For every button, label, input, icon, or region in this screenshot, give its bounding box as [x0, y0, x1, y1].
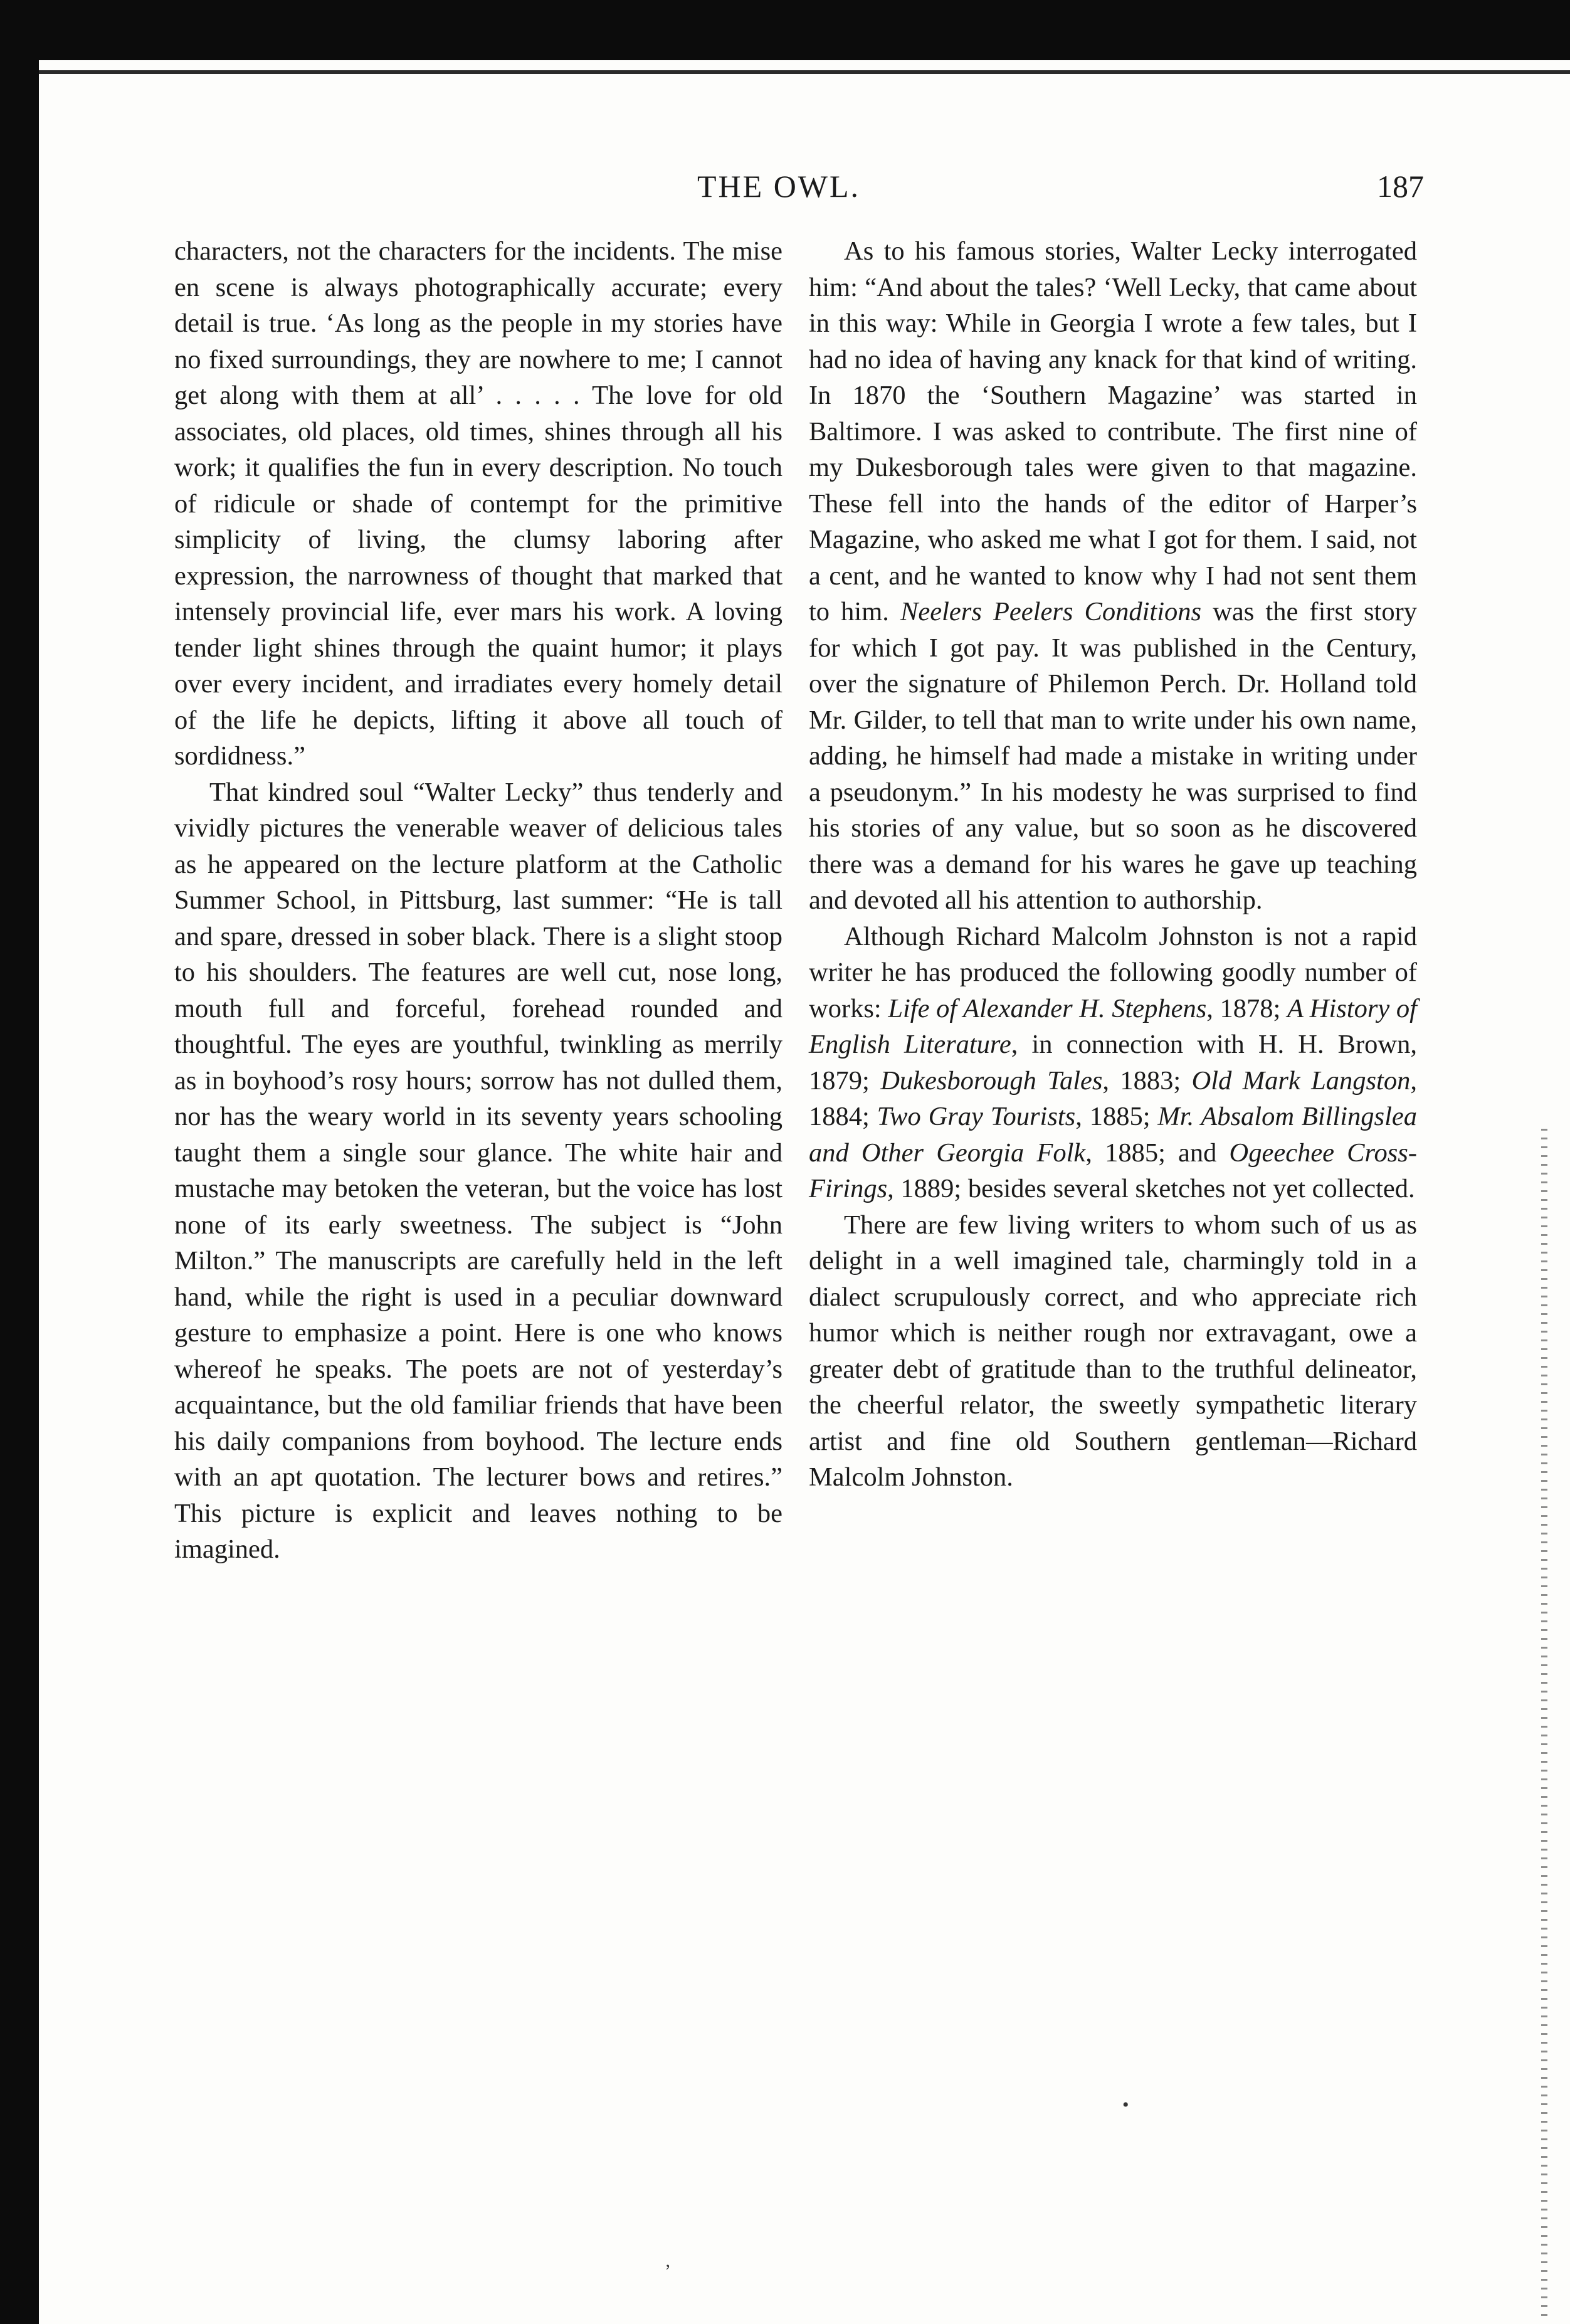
- scan-top-rule: [38, 70, 1570, 74]
- right-column: [809, 233, 1417, 1496]
- work-detail: , 1884;: [809, 1065, 1417, 1131]
- work-title: Life of Alexander H. Stephens: [888, 993, 1207, 1023]
- right-paragraph-1-text: As to his famous stories, Walter Lecky interrogated him: “And about the tales? ‘Well Lecky, that came about in this way: While in Georgia I wrote a few tales, but I had no idea of having any knack for that kind of writing. In 1870 the ‘Southern Magazine’ was started in Baltimore. I was asked to contribute. The first nine of my Dukesborough tales were given to that magazine. These fell into the hands of the editor of Harper’s Magazine, who asked me what I got for them. I said, not a cent, and he wanted to know why I had not sent them to him.: [809, 236, 1417, 626]
- work-title: Mr. Absalom Billingslea and Other Georgia Folk: [809, 1102, 1418, 1168]
- right-paragraph-1-tail: was the first story for which I got pay. It was published in the Century, over the signature of Philemon Perch. Dr. Holland told Mr. Gilder, to tell that man to write under his own name, adding, he himself had made a mistake in writing under a pseudonym.” In his modesty he was surprised to find his stories of any value, but so soon as he discovered there was a demand for his wares he gave up teaching and devoted all his attention to authorship.: [809, 597, 1417, 915]
- work-title: A History of English Literature: [809, 993, 1417, 1059]
- work-detail: , 1889; besides several sketches not yet collected.: [887, 1174, 1415, 1203]
- scan-right-edge-speckle: [1541, 1129, 1547, 2320]
- work-title: Two Gray Tourists: [877, 1102, 1076, 1131]
- work-title: Dukesborough Tales: [880, 1065, 1103, 1096]
- work-title: Old Mark Langston: [1191, 1065, 1411, 1096]
- scan-top-border: [0, 0, 1570, 60]
- left-paragraph-1-text: characters, not the characters for the incidents. The mise en scene is always photographically accurate; every detail is true. ‘As long as the people in my stories have no fixed surroundings, they are nowhere to me; I cannot get along with them at all’ . . . . . The love for old associates, old places, old times, shines through all his work; it qualifies the fun in every description. No touch of ridicule or shade of contempt for the primitive simplicity of living, the clumsy laboring after expression, the narrowness of thought that marked that intensely provincial life, ever mars his work. A loving tender light shines through the quaint humor; it plays over every incident, and irradiates every homely detail of the life he depicts, lifting it above all touch of sordidness.”: [174, 236, 782, 771]
- left-paragraph-1: [174, 233, 782, 774]
- scan-left-border: [0, 0, 39, 2324]
- work-detail: , 1883;: [1102, 1065, 1192, 1096]
- work-detail: , in connection with H. H. Brown, 1879;: [809, 1030, 1418, 1096]
- work-detail: , 1878;: [1206, 993, 1287, 1023]
- works-intro: Although Richard Malcolm Johnston is not a rapid writer he has produced the following goodly number of works:: [809, 921, 1417, 1023]
- work-detail: , 1885; and: [1085, 1138, 1230, 1168]
- work-detail: , 1885;: [1075, 1102, 1158, 1131]
- bottom-ink-mark: ’: [665, 2261, 671, 2281]
- left-column: [174, 233, 782, 1568]
- work-title: Ogeechee Cross-Firings: [809, 1138, 1417, 1203]
- right-paragraph-3: [809, 1207, 1417, 1496]
- right-paragraph-1: [809, 233, 1417, 919]
- left-paragraph-2: [174, 774, 782, 1568]
- left-paragraph-2-text: That kindred soul “Walter Lecky” thus tenderly and vividly pictures the venerable weaver of delicious tales as he appeared on the lecture platform at the Catholic Summer School, in Pittsburg, last summer: “He is tall and spare, dressed in sober black. There is a slight stoop to his shoulders. The features are well cut, nose long, mouth full and forceful, forehead rounded and thoughtful. The eyes are youthful, twinkling as merrily as in boyhood’s rosy hours; sorrow has not dulled them, nor has the weary world in its seventy years schooling taught them a single sour glance. The white hair and mustache may betoken the veteran, but the voice has lost none of its early sweetness. The subject is “John Milton.” The manuscripts are carefully held in the left hand, while the right is used in a peculiar downward gesture to emphasize a point. Here is one who knows whereof he speaks. The poets are not of yesterday’s acquaintance, but the old familiar friends that have been his daily companions from boyhood. The lecture ends with an apt quotation. The lecturer bows and retires.” This picture is explicit and leaves nothing to be imagined.: [174, 777, 782, 1564]
- page-number: 187: [1377, 169, 1424, 204]
- right-paragraph-3-text: There are few living writers to whom such of us as delight in a well imagined tale, charmingly told in a dialect scrupulously correct, and who appreciate rich humor which is neither rough nor extravagant, owe a greater debt of gratitude than to the truthful delineator, the cheerful relator, the sweetly sympathetic literary artist and fine old Southern gentleman—Richard Malcolm Johnston.: [809, 1210, 1417, 1492]
- story-title-neelers-peelers: Neelers Peelers Conditions: [900, 597, 1213, 626]
- stray-ink-mark: •: [1122, 2094, 1129, 2115]
- right-paragraph-2-works: [809, 919, 1417, 1207]
- running-head: THE OWL.: [697, 169, 861, 204]
